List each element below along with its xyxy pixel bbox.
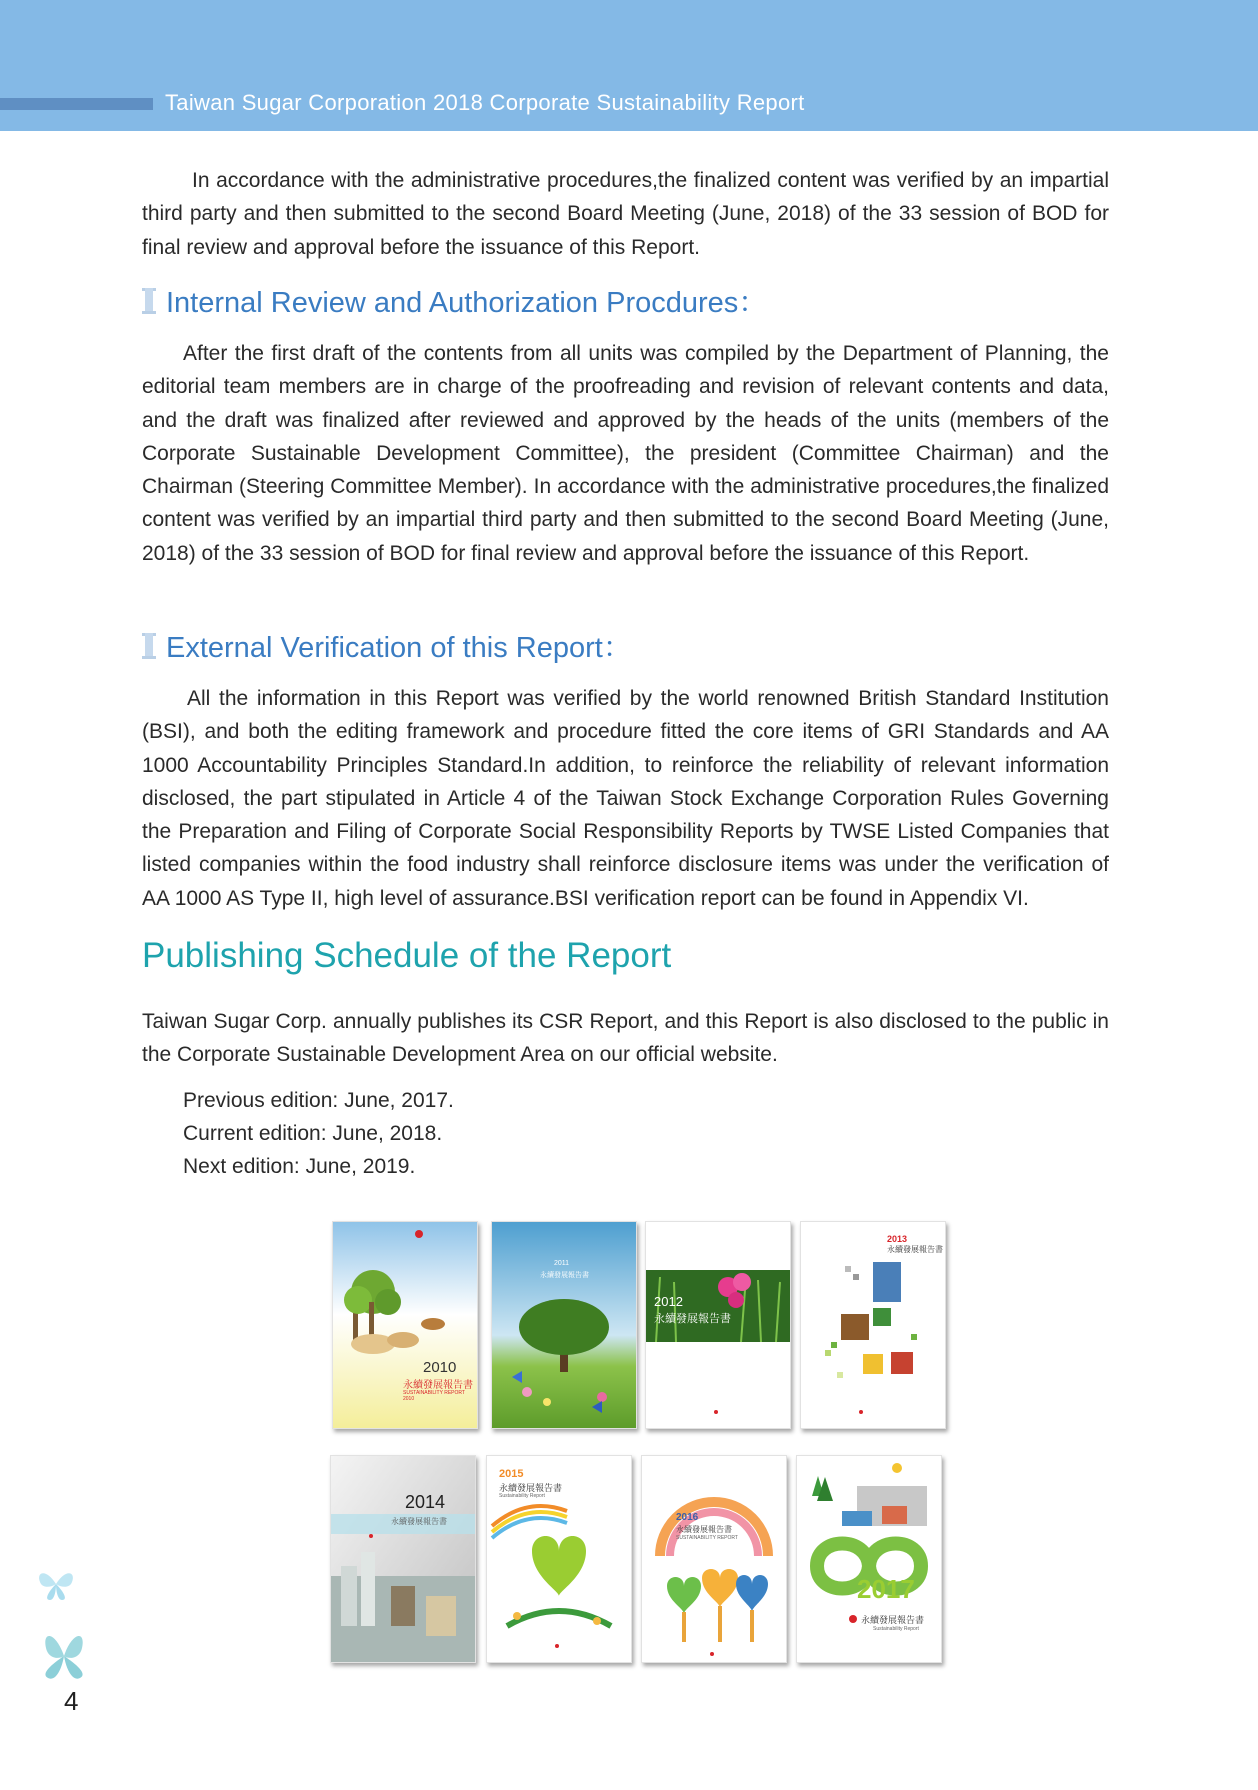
- cover-title: 永續發展報告書: [540, 1271, 589, 1279]
- previous-edition: Previous edition: June, 2017.: [183, 1089, 454, 1112]
- next-edition: Next edition: June, 2019.: [183, 1155, 416, 1178]
- cover-title: 永續發展報告書: [654, 1312, 731, 1325]
- publishing-schedule-body: Taiwan Sugar Corp. annually publishes its CSR Report, and this Report is also disclosed to the public in the Corporate Sustainable Development Area on our official website.: [142, 1010, 1109, 1067]
- cover-year: 2017: [857, 1574, 915, 1604]
- page-header: [0, 0, 1258, 131]
- report-cover-2012: [645, 1221, 791, 1429]
- internal-review-body: After the first draft of the contents from all units was compiled by the Department of Planning, the editorial team members are in charge of the proofreading and revision of relevant contents and data, and the draft was finalized after reviewed and approved by the heads of the units (members of the Corporate Sustainable Development Committee), the president (Committee Chairman) and the Chairman (Steering Committee Member). In accordance with the administrative procedures,the finalized content was verified by an impartial third party and then submitted to the second Board Meeting (June, 2018) of the 33 session of BOD for final review and approval before the issuance of this Report.: [142, 342, 1109, 565]
- cover-subtitle: SUSTAINABILITY REPORT: [676, 1535, 738, 1541]
- internal-review-heading-text: Internal Review and Authorization Procdures：: [166, 287, 768, 319]
- page-number: 4: [64, 1686, 79, 1716]
- report-cover-2016: [641, 1455, 787, 1663]
- current-edition: Current edition: June, 2018.: [183, 1122, 443, 1145]
- external-verification-body: All the information in this Report was verified by the world renowned British Standard Institution (BSI), and both the editing framework and procedure fitted the core items of GRI Standards and AA 1000 Accountability Principles Standard.In addition, to reinforce the reliability of relevant information disclosed, the part stipulated in Article 4 of the Taiwan Stock Exchange Corporation Rules Governing the Preparation and Filing of Corporate Social Responsibility Reports by TWSE Listed Companies that listed companies within the food industry shall reinforce disclosure items was under the verification of AA 1000 AS Type II, high level of assurance.BSI verification report can be found in Appendix VI.: [142, 687, 1109, 910]
- header-accent-bar: [0, 98, 153, 110]
- butterfly-icon: [34, 1628, 94, 1684]
- cover-title: 永續發展報告書: [499, 1484, 563, 1494]
- cover-2016-art: [642, 1456, 786, 1662]
- cover-year: 2010: [423, 1359, 457, 1376]
- report-cover-2013: [800, 1221, 946, 1429]
- cover-title: 永續發展報告書: [403, 1380, 473, 1391]
- cover-year: 2012: [654, 1294, 683, 1309]
- internal-review-heading: [142, 280, 767, 321]
- cover-title: 永續發展報告書: [676, 1525, 732, 1534]
- heading-marker-icon: [142, 633, 156, 659]
- cover-subtitle: Sustainability Report: [873, 1626, 919, 1632]
- heading-marker-icon: [142, 288, 156, 314]
- cover-year: 2014: [405, 1492, 446, 1512]
- report-cover-2014: [330, 1455, 476, 1663]
- cover-title: 永續發展報告書: [861, 1616, 925, 1626]
- cover-title: 永續發展報告書: [391, 1517, 447, 1526]
- intro-paragraph: In accordance with the administrative procedures,the finalized content was verified by an impartial third party and then submitted to the second Board Meeting (June, 2018) of the 33 session of BOD for final review and approval before the issuance of this Report.: [142, 169, 1109, 259]
- report-cover-2015: [486, 1455, 632, 1663]
- header-title: Taiwan Sugar Corporation 2018 Corporate Sustainability Report: [165, 90, 805, 115]
- external-verification-heading: [142, 625, 632, 666]
- cover-subtitle: SUSTAINABILITY REPORT 2010: [403, 1390, 465, 1402]
- cover-2017-art: [797, 1456, 941, 1662]
- cover-year: 2016: [676, 1512, 699, 1523]
- publishing-schedule-heading: Publishing Schedule of the Report: [142, 936, 672, 975]
- cover-2014-art: [331, 1456, 475, 1662]
- butterfly-icon: [36, 1566, 76, 1602]
- cover-title: 永續發展報告書: [887, 1245, 943, 1254]
- report-cover-2011: [491, 1221, 637, 1429]
- report-cover-2010: [332, 1221, 478, 1429]
- cover-subtitle: Sustainability Report: [499, 1493, 545, 1499]
- cover-year: 2013: [887, 1234, 908, 1244]
- cover-year: 2015: [499, 1468, 524, 1480]
- report-cover-2017: [796, 1455, 942, 1663]
- cover-year: 2011: [554, 1260, 570, 1267]
- cover-2011-art: [492, 1222, 636, 1428]
- external-verification-heading-text: External Verification of this Report：: [166, 632, 632, 664]
